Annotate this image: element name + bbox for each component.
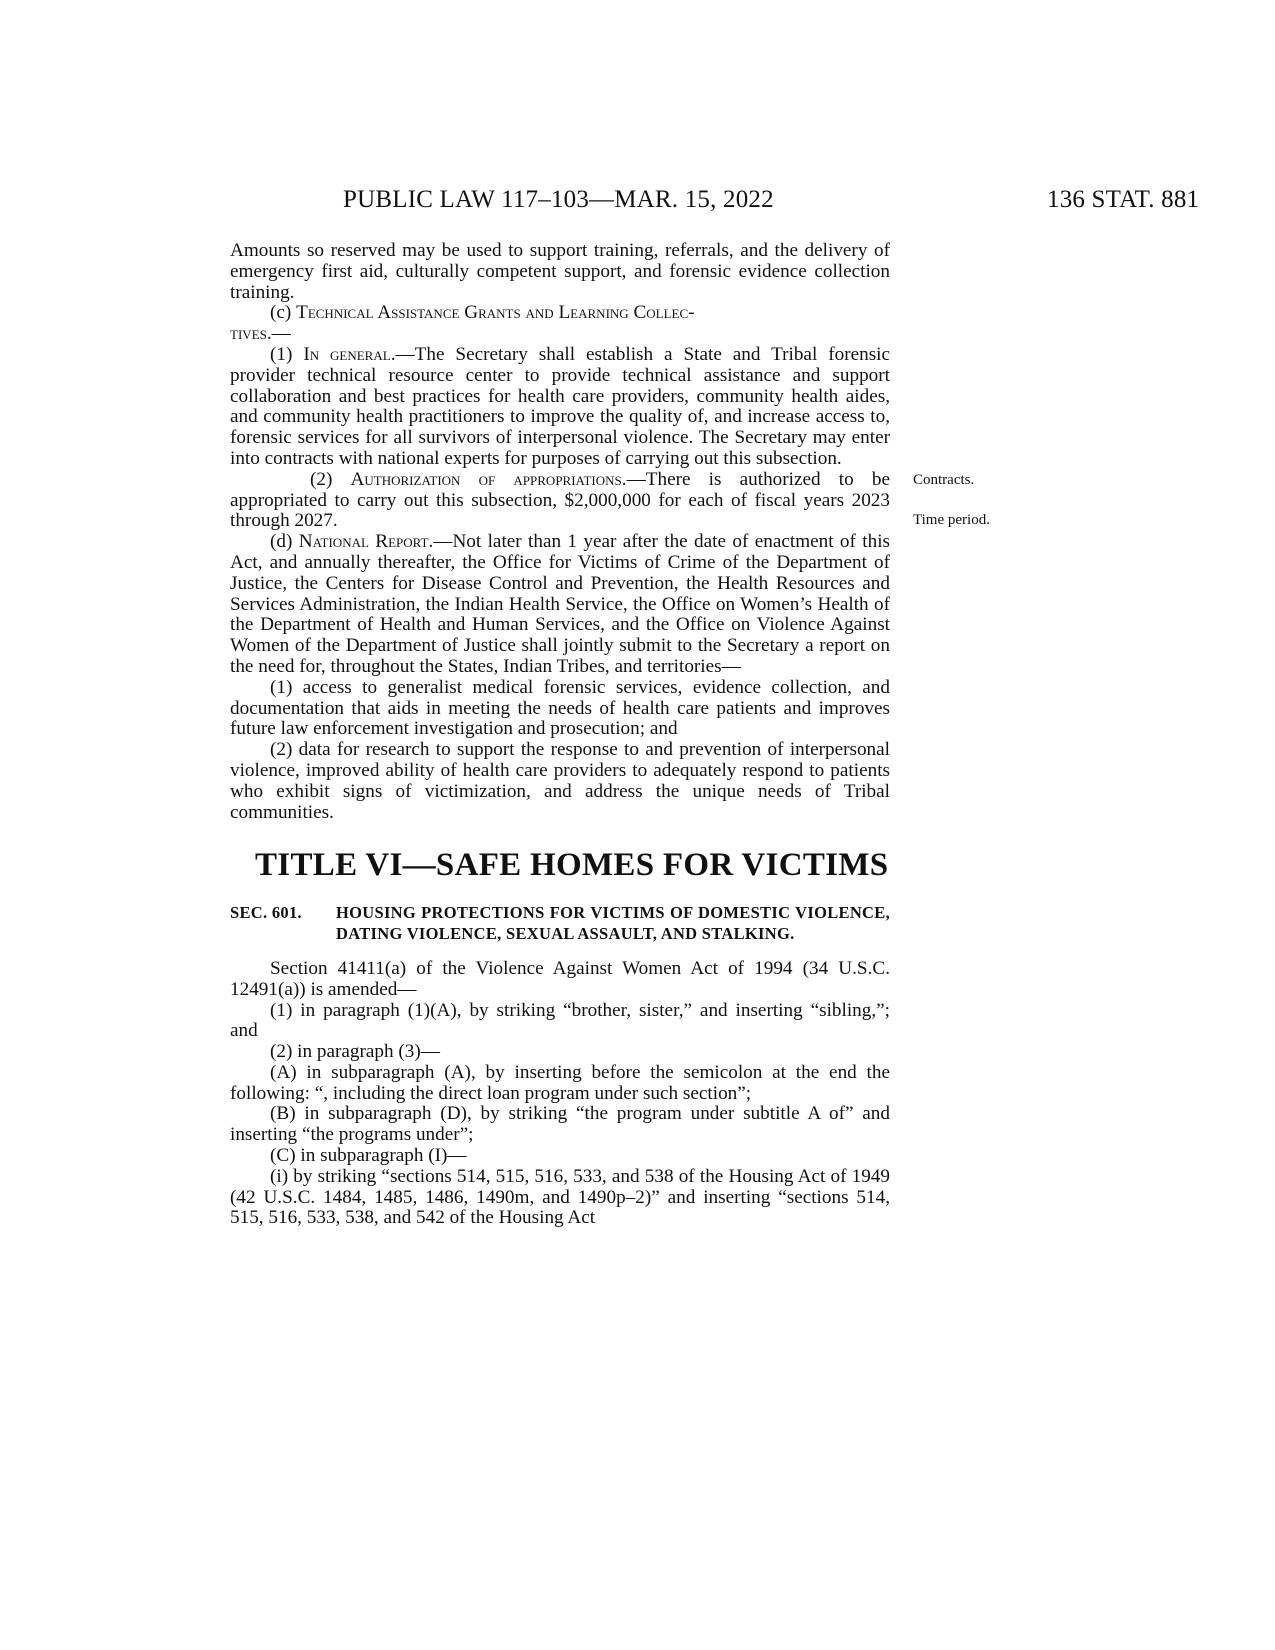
- subsection-c-heading-line1: Technical Assistance Grants and Learning Collec-: [296, 302, 695, 324]
- running-head-title: PUBLIC LAW 117–103—MAR. 15, 2022: [343, 186, 774, 213]
- section-601-item-1: (1) in paragraph (1)(A), by striking “brother, sister,” and inserting “sibling,”; and: [230, 999, 890, 1042]
- section-601-item-2c-i: (i) by striking “sections 514, 515, 516, 533, and 538 of the Housing Act of 1949 (42 U.S.C. 1484, 1485, 1486, 1490m, and 1490p–2)” and inserting “sections 514, 515, 516, 533, 538, and 542 of the Housing Act: [230, 1165, 890, 1229]
- subsection-d: [230, 532, 890, 678]
- section-601-title: HOUSING PROTECTIONS FOR VICTIMS OF DOMESTIC VIOLENCE, DATING VIOLENCE, SEXUAL ASSAULT, AND STALKING.: [336, 903, 890, 944]
- section-601-item-2c: (C) in subparagraph (I)—: [270, 1145, 467, 1167]
- section-601-item-2a: (A) in subparagraph (A), by inserting before the semicolon at the end the following: “, including the direct loan program under such section”;: [230, 1061, 890, 1104]
- section-601-heading: [230, 903, 890, 945]
- paragraph-c1-text: .—The Secretary shall establish a State and Tribal forensic provider technical resource center to provide technical assistance and support collaboration and best practices for health care providers, community health aides, and community health practitioners to improve the quality of, and increase access to, forensic services for all survivors of interpersonal violence. The Secretary may enter into contracts with national experts for purposes of carrying out this subsection.: [230, 343, 891, 469]
- paragraph-c2: [230, 470, 890, 532]
- subsection-c-label: (c): [270, 302, 297, 324]
- section-601-number: SEC. 601.: [230, 903, 302, 923]
- paragraph-c1-heading: In general: [303, 343, 391, 365]
- document-body: [230, 241, 890, 1229]
- subsection-d-text: .—Not later than 1 year after the date of enactment of this Act, and annually thereafter, the Office for Victims of Crime of the Department of Justice, the Centers for Disease Control and Prevention, the Health Resources and Services Administration, the Indian Health Service, the Office on Women’s Health of the Department of Health and Human Services, and the Office on Violence Against Women of the Department of Justice shall jointly submit to the Secretary a report on the need for, throughout the States, Indian Tribes, and territories—: [230, 531, 890, 677]
- paragraph-d1: (1) access to generalist medical forensic services, evidence collection, and documentation that aids in meeting the needs of health care patients and improves future law enforcement investigation and prosecution; and: [230, 676, 890, 740]
- paragraph-c2-label: (2): [310, 468, 351, 490]
- subsection-c-heading-line2: tives: [230, 323, 267, 345]
- margin-note-time-period: Time period.: [913, 512, 990, 528]
- margin-note-contracts: Contracts.: [913, 472, 975, 488]
- subsection-c-heading: [230, 303, 890, 345]
- paragraph-amounts: Amounts so reserved may be used to support training, referrals, and the delivery of emergency first aid, culturally competent support, and forensic evidence collection training.: [230, 240, 890, 303]
- paragraph-d2: (2) data for research to support the response to and prevention of interpersonal violence, improved ability of health care providers to adequately respond to patients who exhibit signs of victimization, and address the unique needs of Tribal communities.: [230, 739, 890, 823]
- running-head-stat: 136 STAT. 881: [1047, 186, 1200, 213]
- paragraph-c1: [230, 345, 890, 470]
- subsection-d-label: (d): [270, 531, 299, 553]
- section-601-item-2: (2) in paragraph (3)—: [270, 1041, 440, 1063]
- subsection-d-heading: National Report: [298, 531, 429, 553]
- paragraph-c2-text: .—There is authorized to be appropriated to carry out this subsection, $2,000,000 for each of fiscal years 2023 through 2027.: [230, 468, 890, 532]
- paragraph-c1-label: (1): [270, 343, 304, 365]
- section-601-intro: Section 41411(a) of the Violence Against Women Act of 1994 (34 U.S.C. 12491(a)) is amended—: [230, 957, 890, 1000]
- title-vi-heading: TITLE VI—SAFE HOMES FOR VICTIMS: [255, 847, 889, 884]
- section-601-item-2b: (B) in subparagraph (D), by striking “the program under subtitle A of” and inserting “the programs under”;: [230, 1103, 890, 1146]
- subsection-c-dash: .—: [266, 323, 291, 345]
- paragraph-c2-heading: Authorization of appropriations: [350, 468, 622, 490]
